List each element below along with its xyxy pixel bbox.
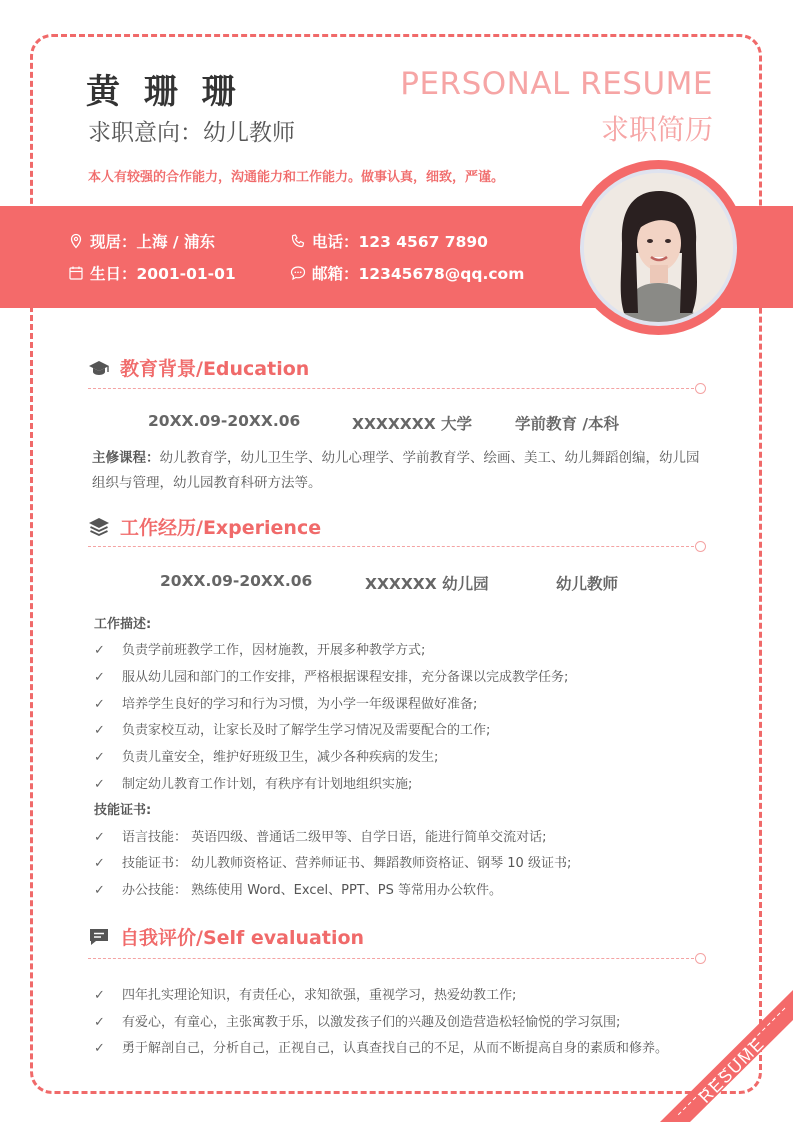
experience-role: 幼儿教师 [556,575,619,593]
photo-ring [571,160,746,335]
courses-text: 幼儿教育学，幼儿卫生学、幼儿心理学、学前教育学、绘画、美工、幼儿舞蹈创编，幼儿园组织与管理，幼儿园教育科研方法等。 [92,450,700,491]
job-intent: 求职意向：幼儿教师 [88,120,295,146]
skill-text: 技能证书： 幼儿教师资格证、营养师证书、舞蹈教师资格证、钢琴 10 级证书; [122,856,572,871]
skill-text: 办公技能： 熟练使用 Word、Excel、PPT、PS 等常用办公软件。 [122,883,502,898]
duty-item [94,666,568,685]
experience-divider [88,546,694,547]
eval-item [94,1011,620,1030]
duty-text: 负责学前班教学工作，因材施教，开展多种教学方式; [122,643,426,658]
check-icon: ✓ [94,856,105,871]
duty-text: 负责家校互动，让家长及时了解学生学习情况及需要配合的工作; [122,723,491,738]
education-divider [88,388,694,389]
check-icon: ✓ [94,988,105,1003]
experience-company: XXXXXX 幼儿园 [365,575,489,593]
check-icon: ✓ [94,1015,105,1030]
duty-text: 服从幼儿园和部门的工作安排，严格根据课程安排，充分备课以完成教学任务; [122,670,569,685]
skill-item [94,826,547,845]
check-icon: ✓ [94,830,105,845]
graduation-cap-icon [88,357,110,379]
self-eval-divider [88,958,694,959]
duties-label: 工作描述: [94,617,152,632]
eval-text: 勇于解剖自己，分析自己，正视自己，认真查找自己的不足，从而不断提高自身的素质和修养。 [122,1041,669,1056]
check-icon: ✓ [94,777,105,792]
self-eval-heading-text: 自我评价/Self evaluation [120,927,365,949]
resume-title-cn: 求职简历 [600,113,713,146]
duty-text: 培养学生良好的学习和行为习惯，为小学一年级课程做好准备; [122,697,478,712]
contact-email [290,262,524,284]
courses-label: 主修课程： [92,450,160,466]
contact-location [68,230,215,252]
duty-item [94,639,425,658]
chat-bubble-icon [290,265,306,281]
profile-photo [584,173,733,322]
corner-ribbon [660,990,793,1122]
self-eval-heading [88,923,364,950]
experience-period: 20XX.09-20XX.06 [160,572,313,590]
skill-item [94,879,502,898]
eval-item [94,984,516,1003]
email-text: 邮箱：12345678@qq.com [312,265,525,283]
photo-border [580,169,737,326]
check-icon: ✓ [94,697,105,712]
duty-text: 制定幼儿教育工作计划，有秩序有计划地组织实施; [122,777,413,792]
duty-item [94,746,438,765]
education-heading-text: 教育背景/Education [120,358,310,380]
education-period: 20XX.09-20XX.06 [148,412,301,430]
location-text: 现居：上海 / 浦东 [90,233,215,251]
education-heading [88,354,309,381]
resume-title-en: PERSONAL RESUME [400,66,713,102]
eval-text: 四年扎实理论知识，有责任心，求知欲强，重视学习，热爱幼教工作; [122,988,517,1003]
check-icon: ✓ [94,1041,105,1056]
education-divider-dot [695,383,706,394]
message-icon [88,926,110,948]
corner-label: RESUME [695,1033,769,1107]
education-school: XXXXXXX 大学 [352,415,473,433]
duty-item [94,693,477,712]
candidate-name: 黄 珊 珊 [86,72,242,112]
duty-text: 负责儿童安全，维护好班级卫生，减少各种疾病的发生; [122,750,439,765]
layers-icon [88,516,110,538]
contact-phone [290,230,488,252]
experience-heading-text: 工作经历/Experience [120,517,322,539]
experience-divider-dot [695,541,706,552]
skills-label: 技能证书: [94,803,152,818]
self-eval-divider-dot [695,953,706,964]
check-icon: ✓ [94,643,105,658]
check-icon: ✓ [94,883,105,898]
skill-item [94,852,571,871]
check-icon: ✓ [94,750,105,765]
check-icon: ✓ [94,670,105,685]
phone-icon [290,233,306,249]
education-major: 学前教育 /本科 [515,415,620,433]
tagline: 本人有较强的合作能力，沟通能力和工作能力。做事认真，细致，严谨。 [88,170,505,185]
experience-heading [88,513,321,540]
eval-item [94,1037,668,1056]
education-courses [92,446,712,496]
duty-item [94,773,412,792]
location-pin-icon [68,233,84,249]
phone-text: 电话：123 4567 7890 [312,233,488,251]
contact-birthday [68,262,236,284]
birthday-text: 生日：2001-01-01 [90,265,236,283]
check-icon: ✓ [94,723,105,738]
calendar-icon [68,265,84,281]
skill-text: 语言技能： 英语四级、普通话二级甲等、自学日语，能进行简单交流对话; [122,830,547,845]
eval-text: 有爱心，有童心，主张寓教于乐，以激发孩子们的兴趣及创造营造松轻愉悦的学习氛围; [122,1015,621,1030]
duty-item [94,719,490,738]
